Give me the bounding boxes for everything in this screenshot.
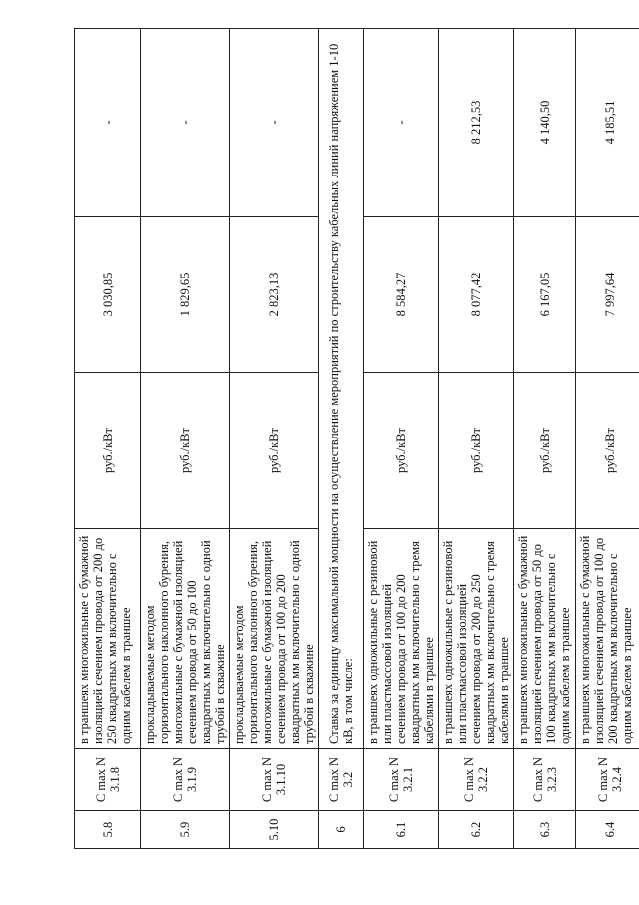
value-cell: 6 167,05 bbox=[514, 217, 576, 373]
unit-cell: руб./кВт bbox=[364, 373, 439, 529]
unit-cell: руб./кВт bbox=[141, 373, 230, 529]
row-number: 5.9 bbox=[141, 811, 230, 849]
value-cell-2: - bbox=[364, 29, 439, 217]
value-cell: 1 829,65 bbox=[141, 217, 230, 373]
row-number: 6.2 bbox=[439, 811, 514, 849]
rate-code: C max N 3.2 bbox=[319, 749, 364, 811]
value-cell-2: 4 140,50 bbox=[514, 29, 576, 217]
rate-code: C max N 3.1.9 bbox=[141, 749, 230, 811]
table-row bbox=[364, 29, 439, 849]
row-number: 6 bbox=[319, 811, 364, 849]
row-description: в траншеях многожильные с бумажной изоляцией сечением провода от 100 до 200 квадратных мм включительно с одним кабелем в траншее bbox=[576, 529, 639, 749]
row-description: в траншеях многожильные с бумажной изоляцией сечением провода от 50 до 100 квадратных мм включительно с одним кабелем в траншее bbox=[514, 529, 576, 749]
value-cell-2: 4 185,51 bbox=[576, 29, 639, 217]
value-cell: 3 030,85 bbox=[75, 217, 141, 373]
table-row bbox=[141, 29, 230, 849]
value-cell: 7 997,64 bbox=[576, 217, 639, 373]
value-cell-2: 8 212,53 bbox=[439, 29, 514, 217]
rate-code: C max N 3.2.1 bbox=[364, 749, 439, 811]
rate-code: C max N 3.2.4 bbox=[576, 749, 639, 811]
row-description: в траншеях одножильные с резиновой или пластмассовой изоляцией сечением провода от 100 до 200 квадратных мм включительно с тремя кабелями в траншее bbox=[364, 529, 439, 749]
value-cell-2: - bbox=[75, 29, 141, 217]
rate-code: C max N 3.2.2 bbox=[439, 749, 514, 811]
rate-code: C max N 3.1.8 bbox=[75, 749, 141, 811]
value-cell: 8 584,27 bbox=[364, 217, 439, 373]
row-number: 5.8 bbox=[75, 811, 141, 849]
rates-table bbox=[74, 28, 639, 849]
table-row bbox=[439, 29, 514, 849]
unit-cell: руб./кВт bbox=[230, 373, 319, 529]
table-row bbox=[230, 29, 319, 849]
unit-cell: руб./кВт bbox=[514, 373, 576, 529]
table-row bbox=[576, 29, 639, 849]
rate-code: C max N 3.1.10 bbox=[230, 749, 319, 811]
section-description: Ставка за единицу максимальной мощности на осуществление мероприятий по строительству кабельных линий напряжением 1-10 кВ, в том числе: bbox=[319, 29, 364, 749]
row-description: в траншеях многожильные с бумажной изоляцией сечением провода от 200 до 250 квадратных мм включительно с одним кабелем в траншее bbox=[75, 529, 141, 749]
row-number: 6.4 bbox=[576, 811, 639, 849]
row-number: 5.10 bbox=[230, 811, 319, 849]
rate-code: C max N 3.2.3 bbox=[514, 749, 576, 811]
value-cell: 8 077,42 bbox=[439, 217, 514, 373]
row-number: 6.3 bbox=[514, 811, 576, 849]
row-description: в траншеях одножильные с резиновой или пластмассовой изоляцией сечением провода от 200 до 250 квадратных мм включительно с тремя кабелями в траншее bbox=[439, 529, 514, 749]
value-cell: 2 823,13 bbox=[230, 217, 319, 373]
row-description: прокладываемые методом горизонтального наклонного бурения, многожильные с бумажной изоляцией сечением провода от 100 до 200 квадратных мм включительно с одной трубой в скважине bbox=[230, 529, 319, 749]
table-row bbox=[75, 29, 141, 849]
value-cell-2: - bbox=[230, 29, 319, 217]
row-description: прокладываемые методом горизонтального наклонного бурения, многожильные с бумажной изоляцией сечением провода от 50 до 100 квадратных мм включительно с одной трубой в скважине bbox=[141, 529, 230, 749]
table-row bbox=[514, 29, 576, 849]
unit-cell: руб./кВт bbox=[439, 373, 514, 529]
rates-table-body bbox=[75, 29, 639, 849]
table-section-row bbox=[319, 29, 364, 849]
unit-cell: руб./кВт bbox=[75, 373, 141, 529]
row-number: 6.1 bbox=[364, 811, 439, 849]
rates-table-container bbox=[74, 29, 634, 849]
unit-cell: руб./кВт bbox=[576, 373, 639, 529]
value-cell-2: - bbox=[141, 29, 230, 217]
